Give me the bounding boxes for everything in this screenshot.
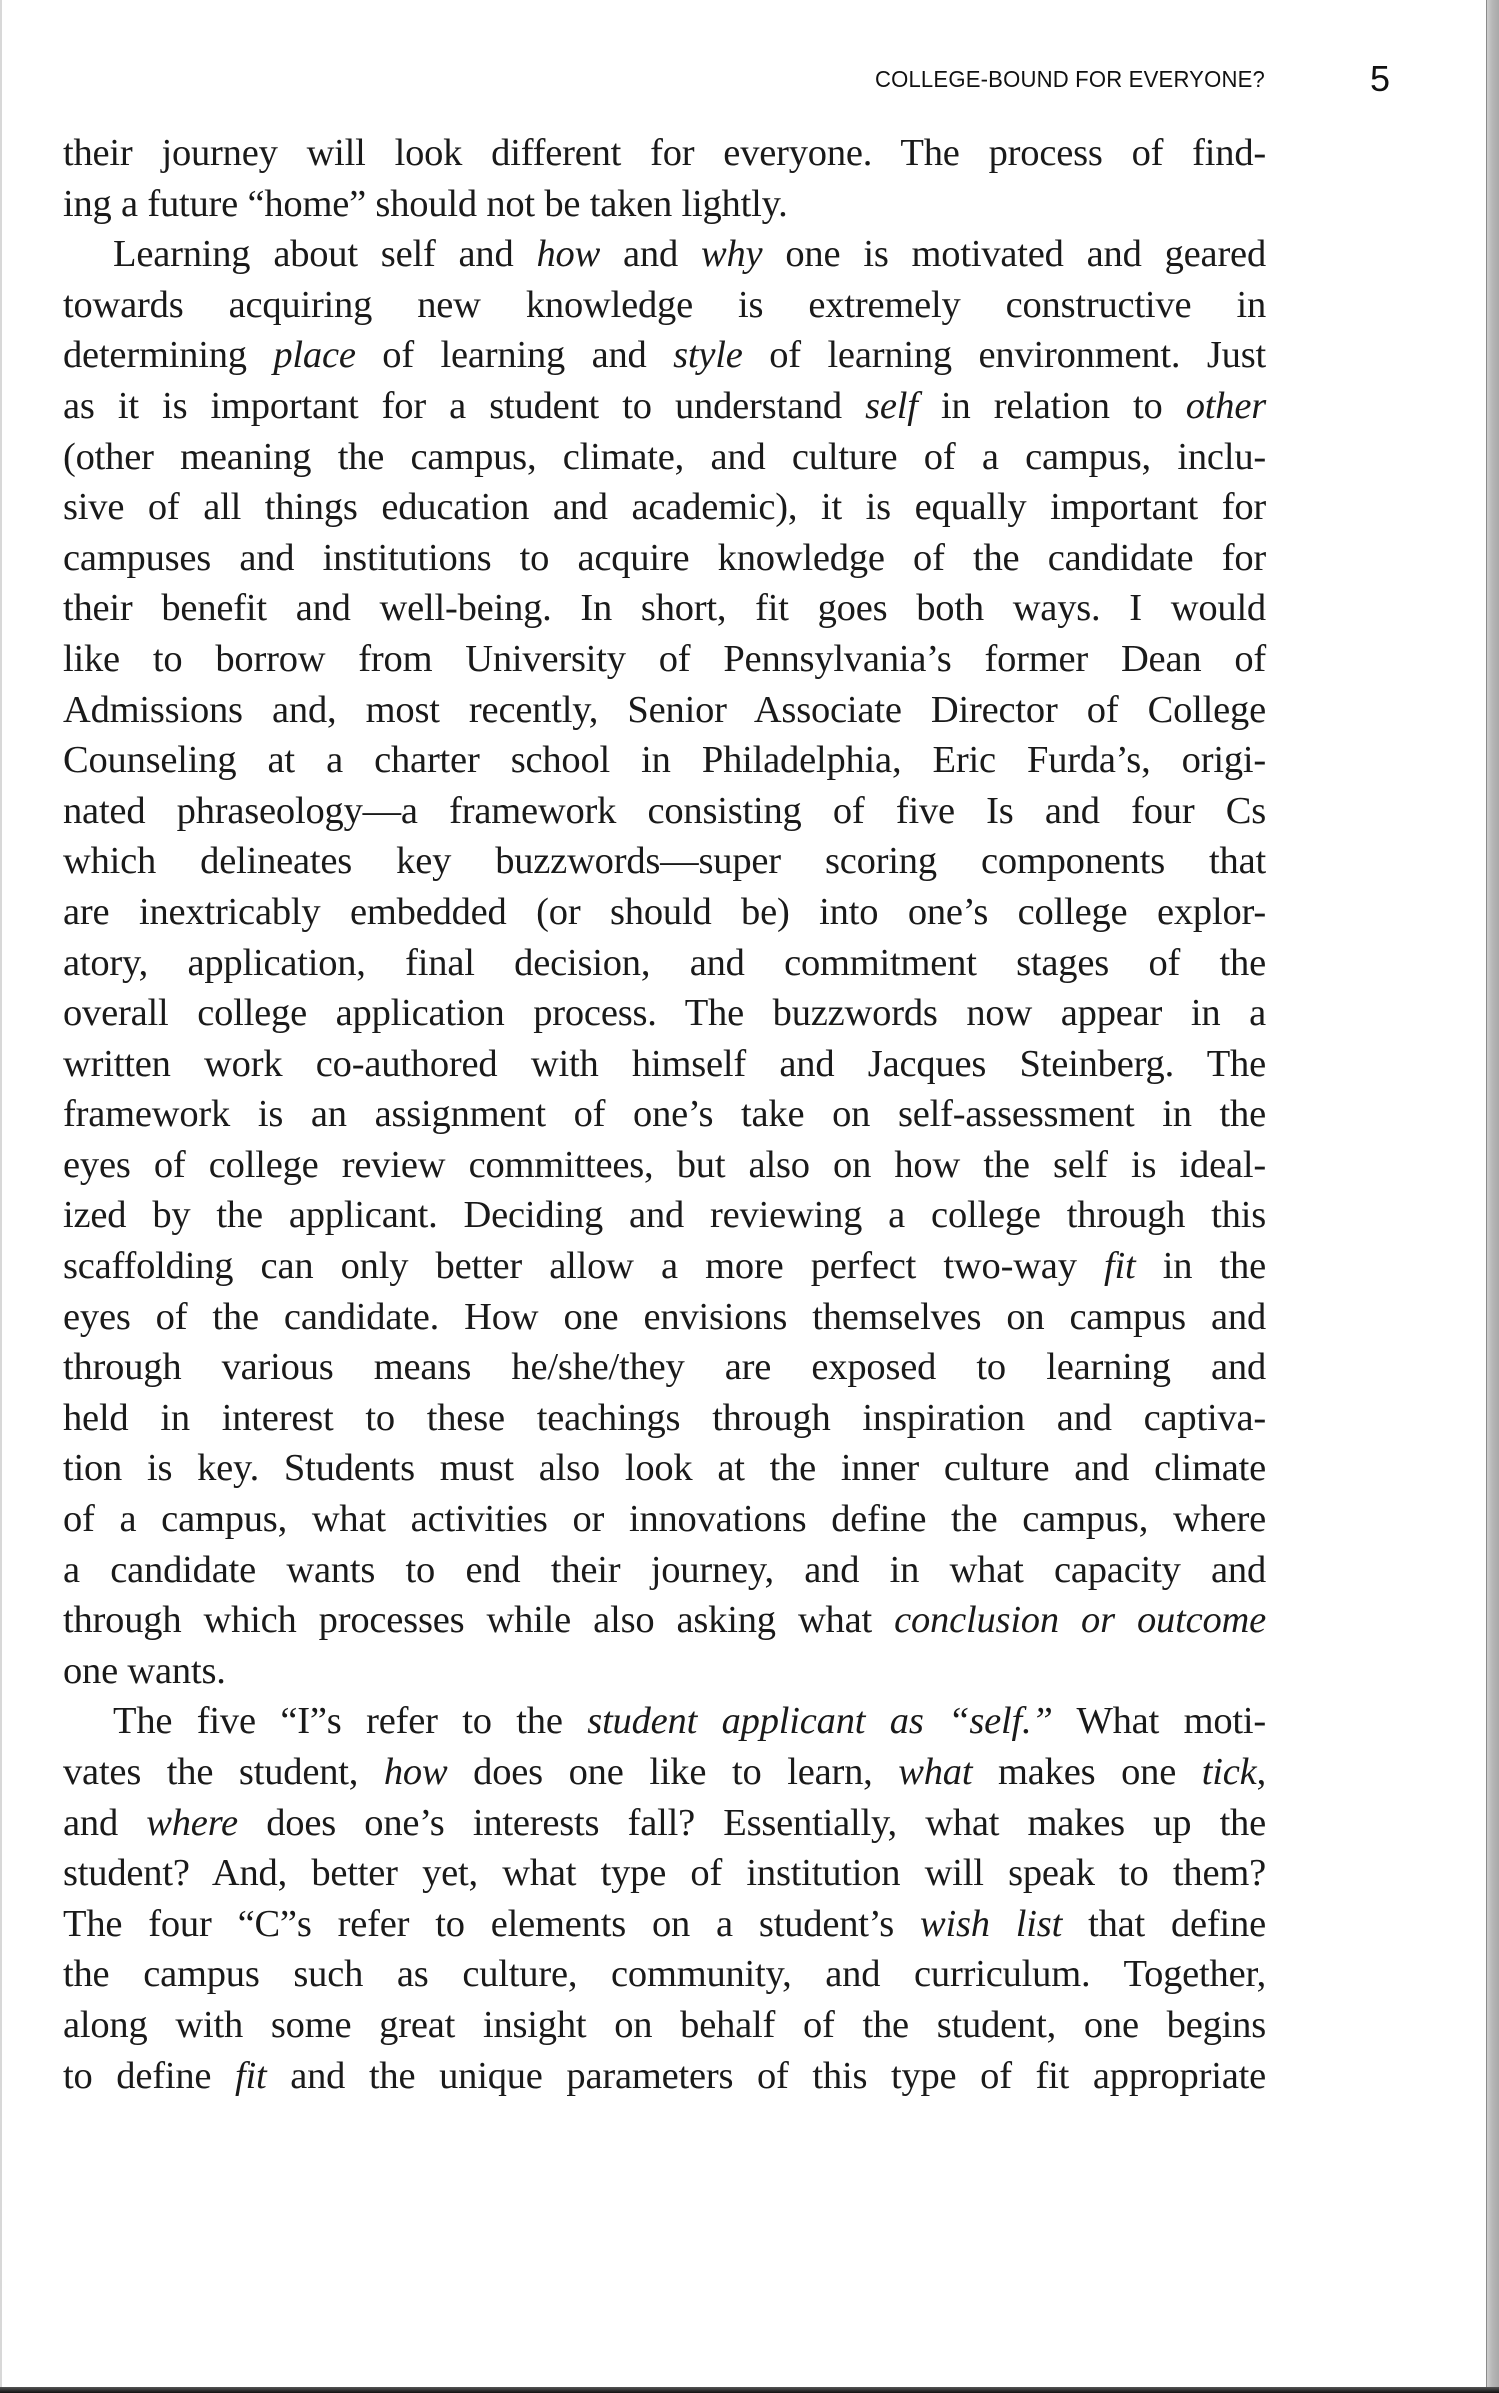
- page-bottom-edge: [0, 2387, 1499, 2393]
- text-line: The five “I”s refer to the student applicant as “self.” What moti-: [113, 1700, 1266, 1743]
- text-line: (other meaning the campus, climate, and culture of a campus, inclu-: [63, 435, 1266, 478]
- text-line: through various means he/she/they are exposed to learning and: [63, 1346, 1266, 1389]
- text-line: tion is key. Students must also look at the inner culture and climate: [63, 1447, 1266, 1490]
- text-line: ing a future “home” should not be taken lightly.: [63, 182, 788, 225]
- text-line: through which processes while also asking what conclusion or outcome: [63, 1599, 1266, 1642]
- text-line: ized by the applicant. Deciding and reviewing a college through this: [63, 1194, 1266, 1237]
- text-line: vates the student, how does one like to learn, what makes one tick,: [63, 1751, 1266, 1793]
- text-line: Counseling at a charter school in Philadelphia, Eric Furda’s, origi-: [63, 739, 1266, 782]
- page-number: 5: [1370, 58, 1391, 99]
- text-line: Learning about self and how and why one is motivated and geared: [113, 233, 1266, 276]
- running-head: COLLEGE-BOUND FOR EVERYONE?: [874, 66, 1265, 92]
- text-line: Admissions and, most recently, Senior Associate Director of College: [63, 688, 1266, 731]
- text-line: their benefit and well-being. In short, fit goes both ways. I would: [63, 587, 1266, 630]
- text-line: along with some great insight on behalf of the student, one begins: [63, 2003, 1266, 2046]
- text-line: determining place of learning and style of learning environment. Just: [63, 334, 1266, 377]
- text-line: student? And, better yet, what type of institution will speak to them?: [63, 1852, 1266, 1895]
- text-line: like to borrow from University of Pennsylvania’s former Dean of: [63, 637, 1266, 680]
- page-left-edge: [0, 0, 2, 2393]
- text-line: one wants.: [63, 1649, 226, 1692]
- text-line: towards acquiring new knowledge is extremely constructive in: [63, 283, 1266, 326]
- text-line: their journey will look different for everyone. The process of find-: [63, 132, 1266, 174]
- text-line: held in interest to these teachings through inspiration and captiva-: [63, 1396, 1266, 1439]
- text-line: nated phraseology—a framework consisting of five Is and four Cs: [63, 789, 1266, 832]
- text-line: a candidate wants to end their journey, and in what capacity and: [63, 1548, 1266, 1591]
- text-line: overall college application process. The buzzwords now appear in a: [63, 992, 1266, 1035]
- text-line: campuses and institutions to acquire knowledge of the candidate for: [63, 536, 1266, 579]
- text-line: scaffolding can only better allow a more perfect two-way fit in the: [63, 1245, 1266, 1288]
- text-line: which delineates key buzzwords—super scoring components that: [63, 840, 1266, 883]
- body-text: [63, 128, 1266, 2101]
- text-line: are inextricably embedded (or should be) into one’s college explor-: [63, 890, 1266, 933]
- text-line: eyes of the candidate. How one envisions themselves on campus and: [63, 1295, 1266, 1338]
- text-line: eyes of college review committees, but also on how the self is ideal-: [63, 1143, 1266, 1186]
- text-line: of a campus, what activities or innovations define the campus, where: [63, 1498, 1266, 1541]
- text-line: written work co-authored with himself and Jacques Steinberg. The: [63, 1042, 1266, 1085]
- text-line: framework is an assignment of one’s take on self-assessment in the: [63, 1093, 1266, 1136]
- page-binding-edge: [1486, 0, 1499, 2393]
- text-line: The four “C”s refer to elements on a student’s wish list that define: [63, 1902, 1266, 1945]
- text-line: sive of all things education and academic), it is equally important for: [63, 486, 1266, 529]
- text-line: atory, application, final decision, and commitment stages of the: [63, 941, 1266, 984]
- text-line: as it is important for a student to understand self in relation to other: [63, 384, 1266, 427]
- text-line: to define fit and the unique parameters of this type of fit appropriate: [63, 2054, 1267, 2097]
- text-line: and where does one’s interests fall? Essentially, what makes up the: [63, 1801, 1266, 1844]
- text-line: the campus such as culture, community, and curriculum. Together,: [63, 1953, 1266, 1996]
